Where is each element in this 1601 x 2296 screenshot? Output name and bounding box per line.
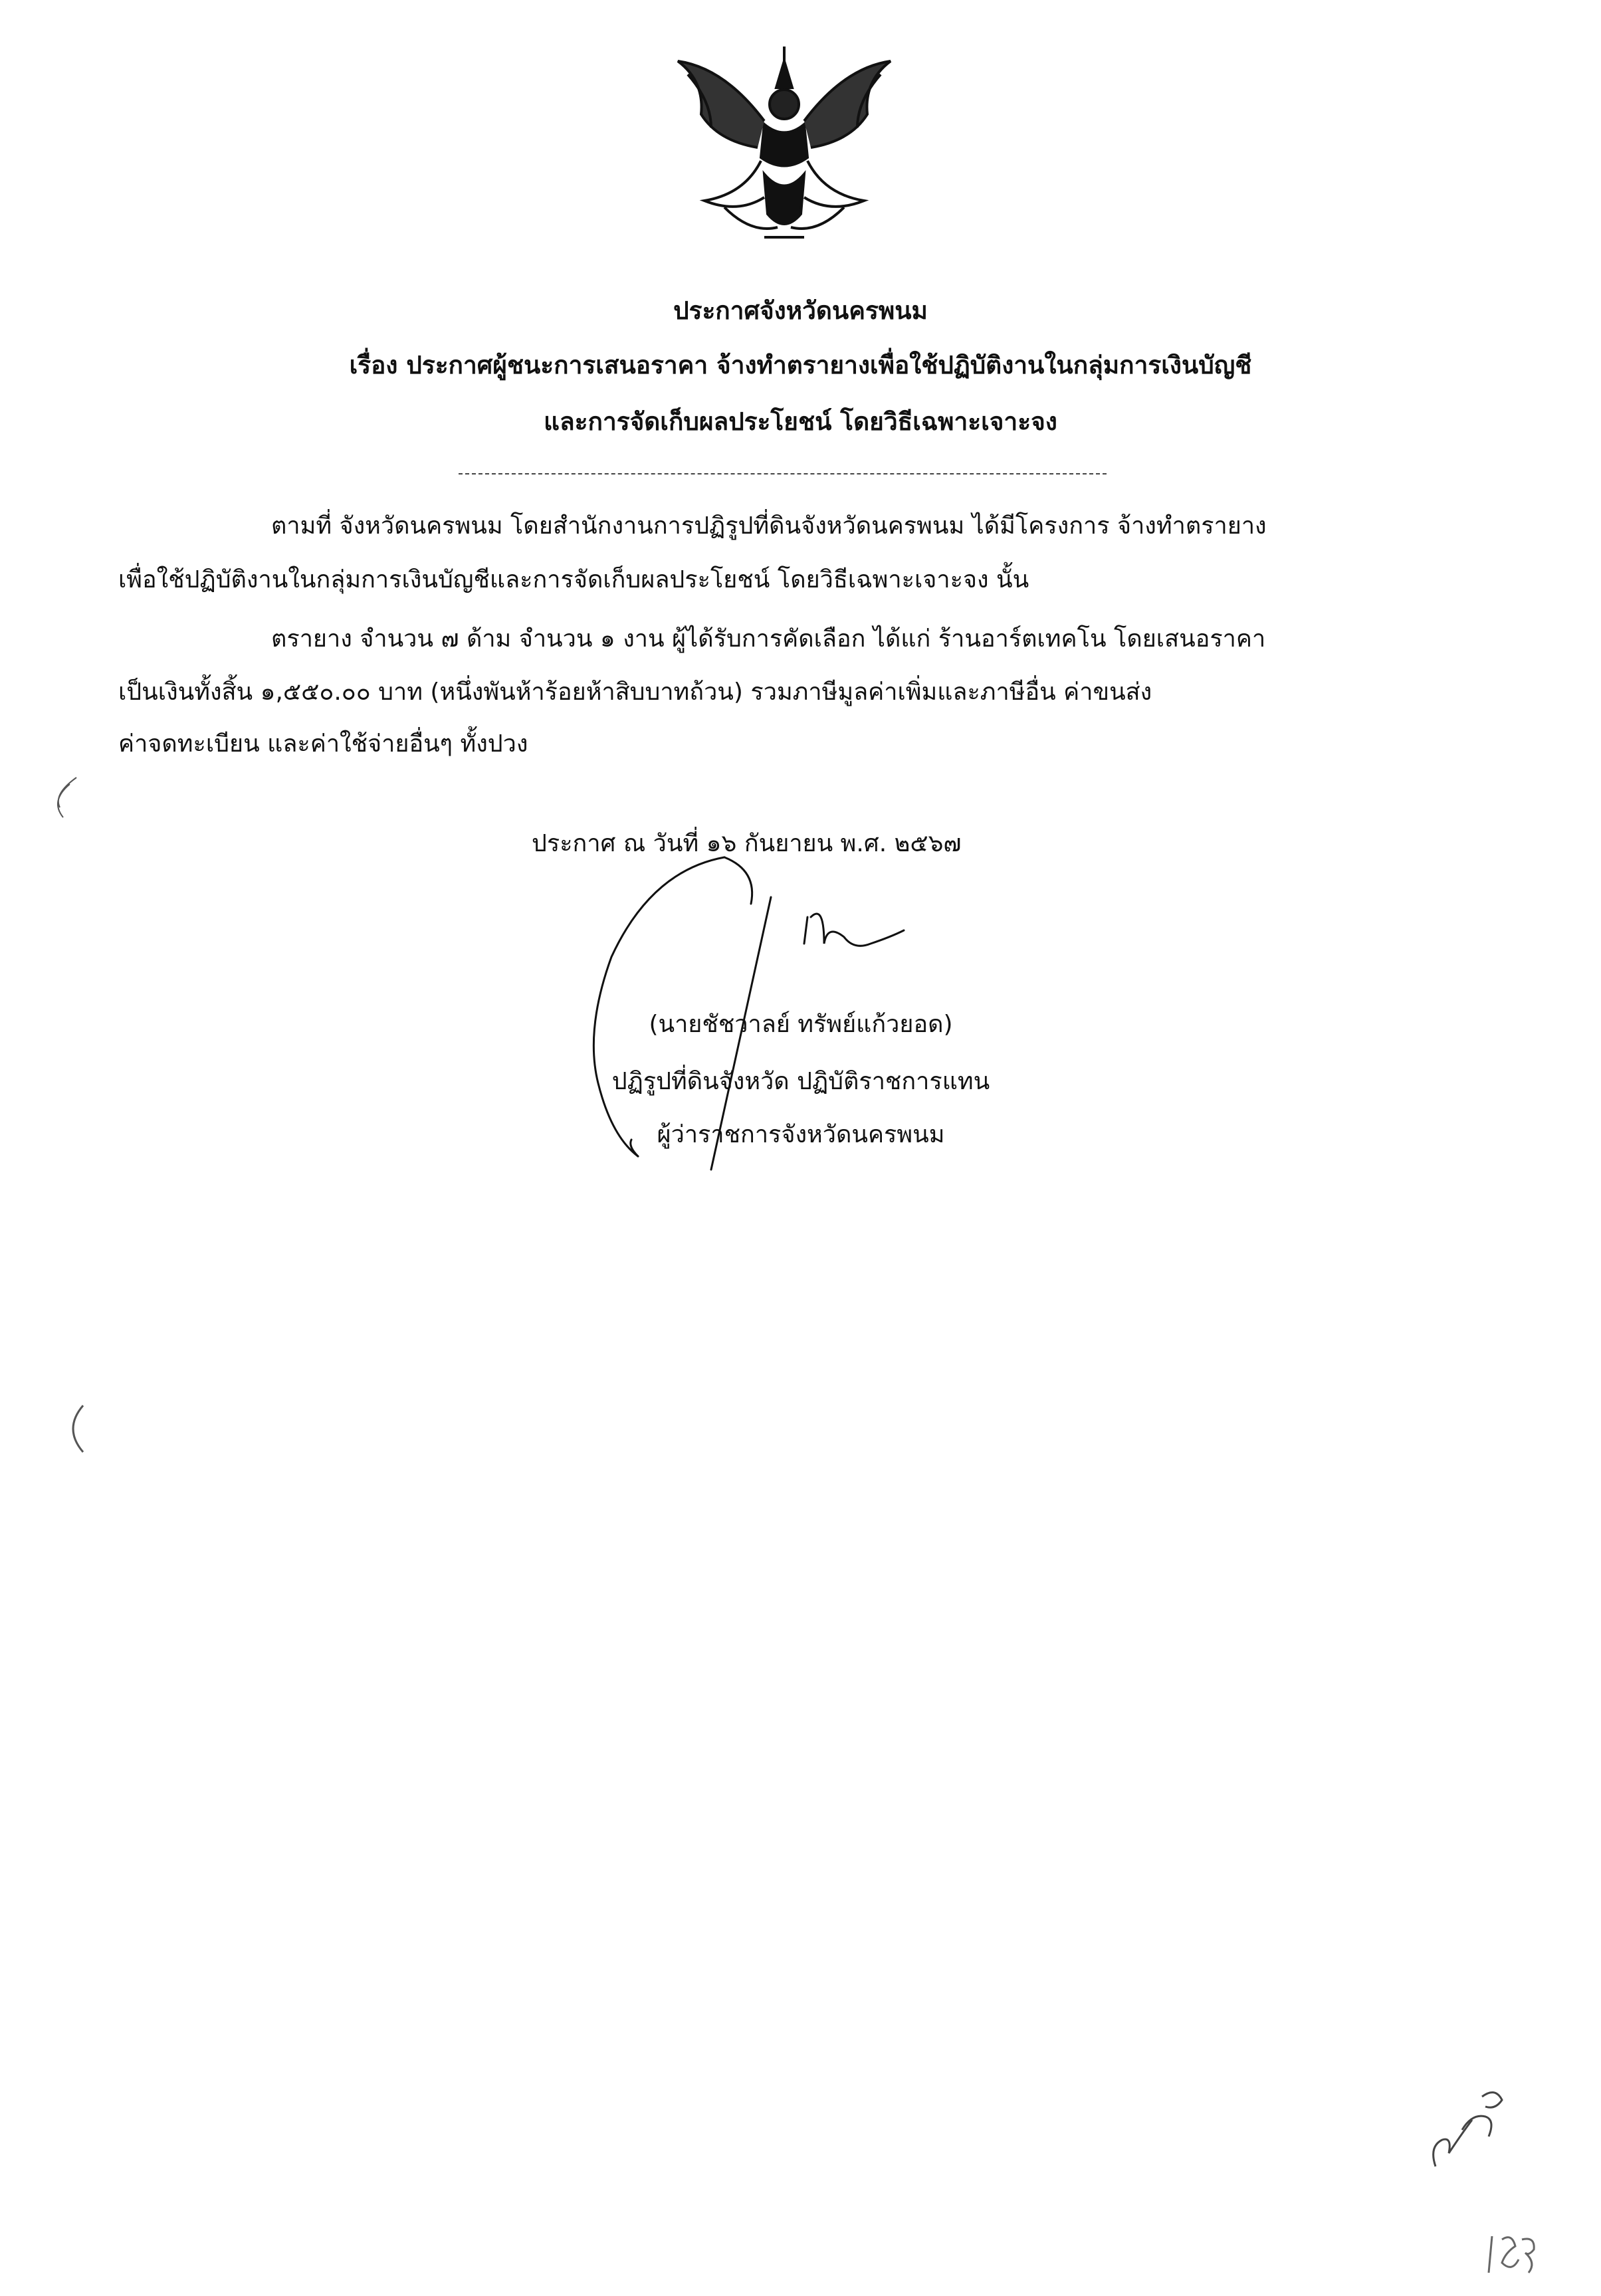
garuda-emblem-icon bbox=[665, 41, 904, 254]
document-subject-line2: และการจัดเก็บผลประโยชน์ โดยวิธีเฉพาะเจาะจง bbox=[544, 407, 1057, 436]
document-title: ประกาศจังหวัดนครพนม bbox=[673, 296, 928, 325]
signer-name: (นายชัชวาลย์ ทรัพย์แก้วยอด) bbox=[649, 1011, 953, 1038]
signer-position-line1: ปฏิรูปที่ดินจังหวัด ปฏิบัติราชการแทน bbox=[611, 1068, 990, 1095]
margin-mark bbox=[40, 771, 93, 824]
signer-position-line2: ผู้ว่าราชการจังหวัดนครพนม bbox=[657, 1121, 945, 1148]
paragraph-2-line-1: ตรายาง จำนวน ๗ ด้าม จำนวน ๑ งาน ผู้ได้รับการคัดเลือก ได้แก่ ร้านอาร์ตเทคโน โดยเสนอราคา bbox=[271, 625, 1266, 653]
announcement-date: ประกาศ ณ วันที่ ๑๖ กันยายน พ.ศ. ๒๕๖๗ bbox=[532, 830, 962, 857]
handwritten-signature bbox=[558, 844, 930, 1176]
paragraph-2-line-3: ค่าจดทะเบียน และค่าใช้จ่ายอื่นๆ ทั้งปวง bbox=[118, 730, 528, 758]
paragraph-2-line-2: เป็นเงินทั้งสิ้น ๑,๕๕๐.๐๐ บาท (หนึ่งพันห้าร้อยห้าสิบบาทถ้วน) รวมภาษีมูลค่าเพิ่มและภาษีอื่น ค่าขนส่ง bbox=[118, 678, 1152, 706]
paragraph-1-line-1: ตามที่ จังหวัดนครพนม โดยสำนักงานการปฏิรูปที่ดินจังหวัดนครพนม ได้มีโครงการ จ้างทำตรายาง bbox=[271, 512, 1267, 540]
paragraph-1-line-2: เพื่อใช้ปฏิบัติงานในกลุ่มการเงินบัญชีและการจัดเก็บผลประโยชน์ โดยวิธีเฉพาะเจาะจง นั้น bbox=[118, 566, 1029, 593]
separator-rule bbox=[459, 473, 1107, 474]
handwritten-initials bbox=[1422, 2080, 1509, 2173]
margin-mark bbox=[60, 1402, 93, 1455]
handwritten-page-number bbox=[1482, 2226, 1542, 2279]
document-subject-line1: เรื่อง ประกาศผู้ชนะการเสนอราคา จ้างทำตรายางเพื่อใช้ปฏิบัติงานในกลุ่มการเงินบัญชี bbox=[349, 351, 1252, 379]
